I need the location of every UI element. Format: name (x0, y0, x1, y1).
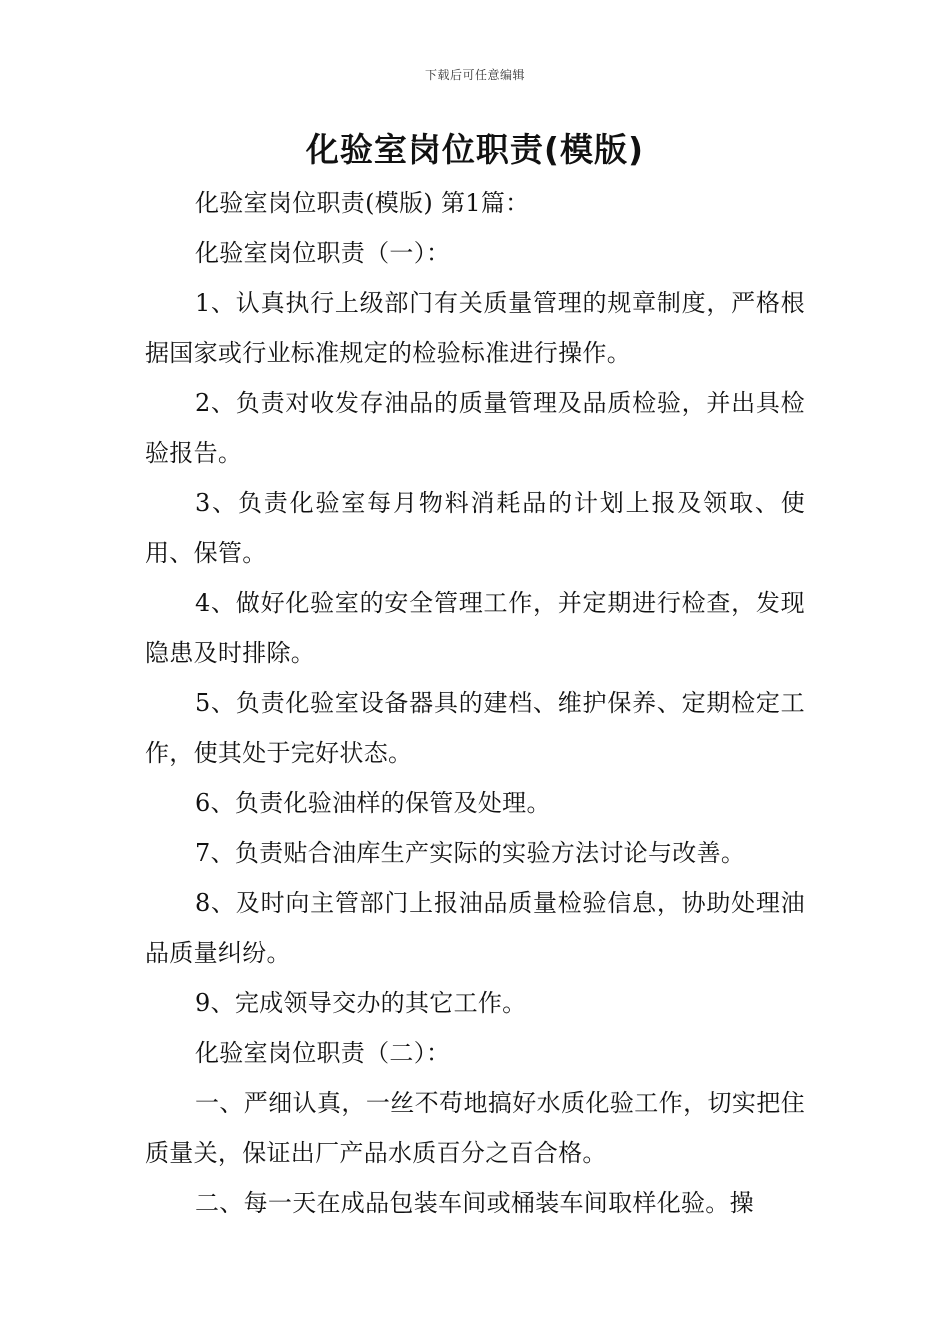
paragraph-item-two: 二、每一天在成品包装车间或桶装车间取样化验。操 (195, 1189, 754, 1217)
paragraph-item-7: 7、负责贴合油库生产实际的实验方法讨论与改善。 (195, 839, 746, 867)
paragraph-item-5: 5、负责化验室设备器具的建档、维护保养、定期检定工作，使其处于完好状态。 (145, 689, 805, 767)
paragraph-item-3: 3、负责化验室每月物料消耗品的计划上报及领取、使用、保管。 (145, 489, 805, 567)
paragraph-item-8: 8、及时向主管部门上报油品质量检验信息，协助处理油品质量纠纷。 (145, 889, 805, 967)
paragraph-section-one-heading: 化验室岗位职责（一）： (195, 239, 451, 267)
paragraph-item-1: 1、认真执行上级部门有关质量管理的规章制度，严格根据国家或行业标准规定的检验标准进行操作。 (145, 289, 805, 367)
paragraph-part-heading: 化验室岗位职责(模版) 第1篇： (195, 189, 530, 217)
paragraph-section-two-heading: 化验室岗位职责（二）： (195, 1039, 451, 1067)
paragraph-item-6: 6、负责化验油样的保管及处理。 (195, 789, 551, 817)
paragraph-item-one: 一、严细认真，一丝不苟地搞好水质化验工作，切实把住质量关，保证出厂产品水质百分之百合格。 (145, 1089, 805, 1167)
paragraph-item-4: 4、做好化验室的安全管理工作，并定期进行检查，发现隐患及时排除。 (145, 589, 805, 667)
document-body (145, 178, 805, 1228)
paragraph-item-9: 9、完成领导交办的其它工作。 (195, 989, 527, 1017)
document-title: 化验室岗位职责(模版) (305, 130, 645, 169)
header-note: 下载后可任意编辑 (424, 68, 525, 82)
paragraph-item-2: 2、负责对收发存油品的质量管理及品质检验，并出具检验报告。 (145, 389, 805, 467)
